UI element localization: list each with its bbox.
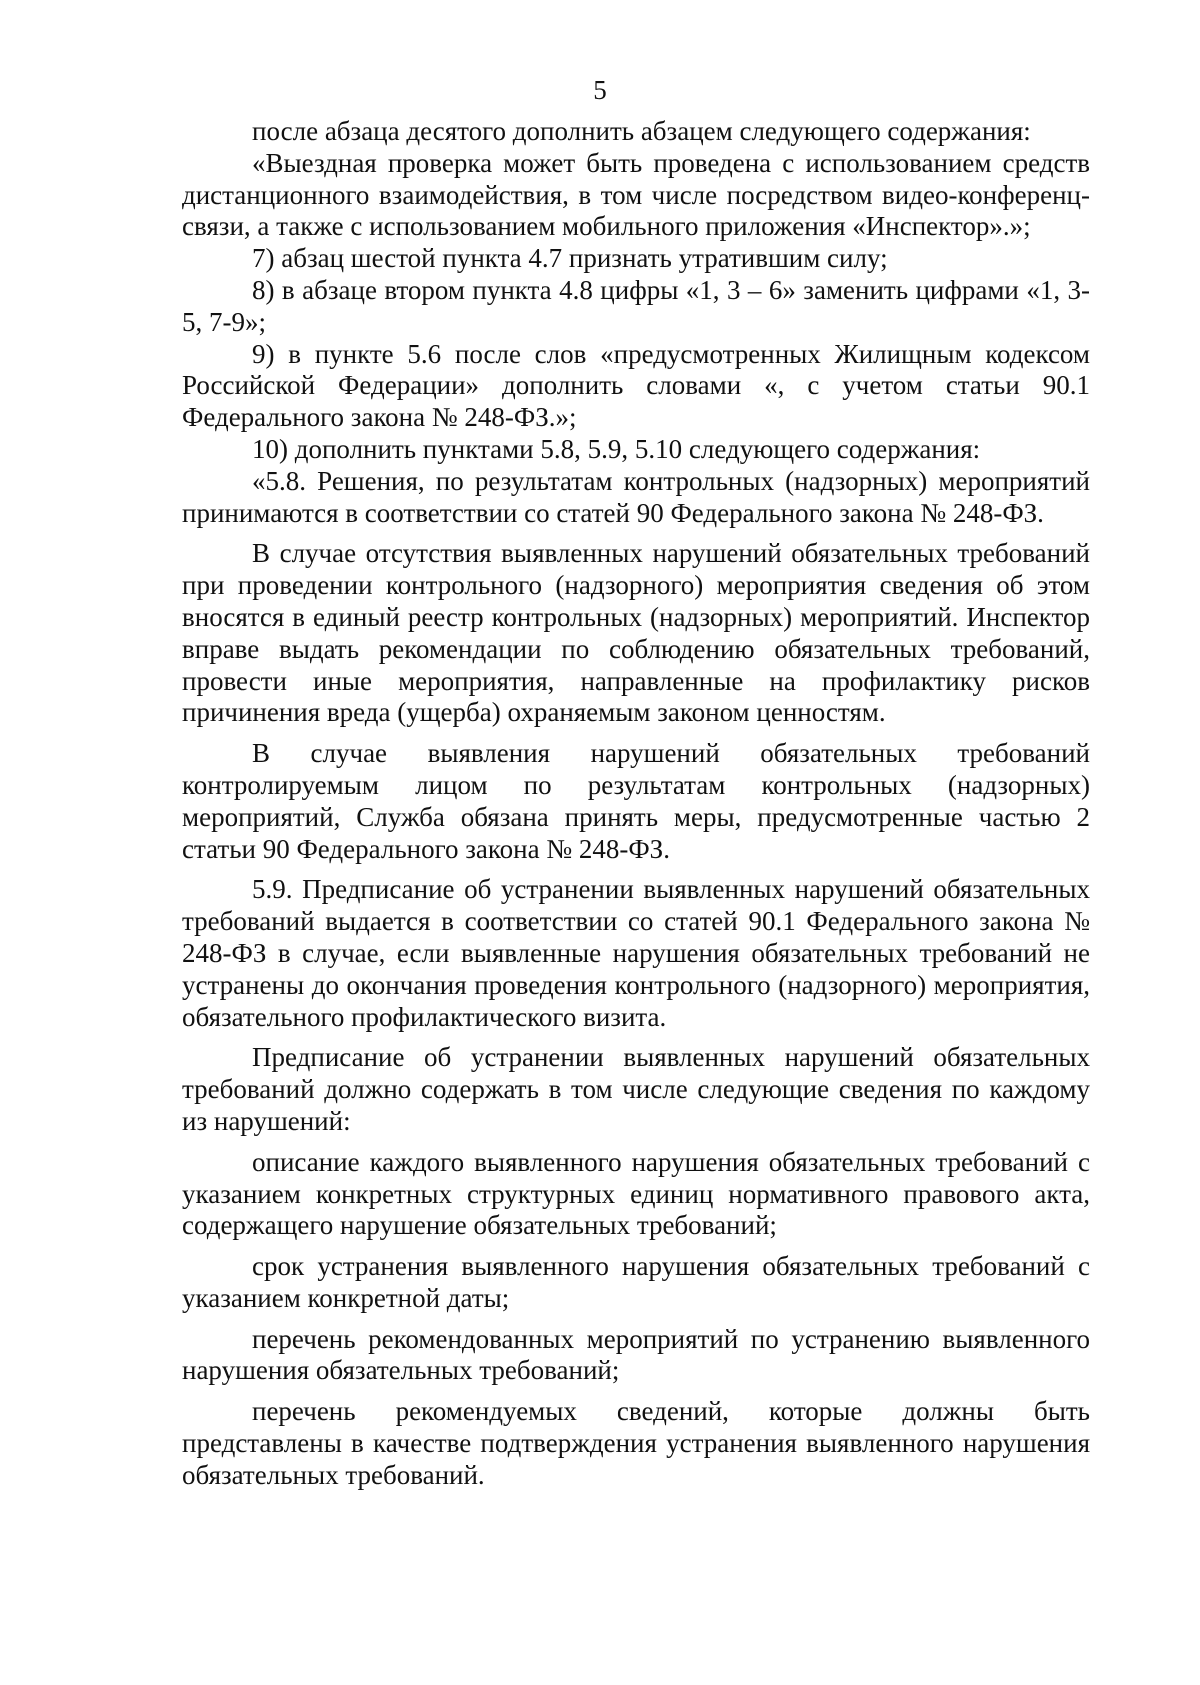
paragraph: 9) в пункте 5.6 после слов «предусмотренных Жилищным кодексом Российской Федерации» дополнить словами «, с учетом статьи 90.1 Федерального закона № 248-ФЗ.»; [182, 338, 1090, 433]
paragraph: В случае отсутствия выявленных нарушений обязательных требований при проведении контрольного (надзорного) мероприятия сведения об этом вносятся в единый реестр контрольных (надзорных) мероприятий. Инспектор вправе выдать рекомендации по соблюдению обязательных требований, провести иные мероприятия, направленные на профилактику рисков причинения вреда (ущерба) охраняемым законом ценностям. [182, 538, 1090, 728]
paragraph: «Выездная проверка может быть проведена с использованием средств дистанционного взаимодействия, в том числе посредством видео-конференц-связи, а также с использованием мобильного приложения «Инспектор».»; [182, 147, 1090, 242]
paragraph: перечень рекомендованных мероприятий по устранению выявленного нарушения обязательных требований; [182, 1323, 1090, 1386]
page-number: 5 [593, 75, 607, 105]
paragraph: 5.9. Предписание об устранении выявленных нарушений обязательных требований выдается в соответствии со статей 90.1 Федерального закона № 248-ФЗ в случае, если выявленные нарушения обязательных требований не устранены до окончания проведения контрольного (надзорного) мероприятия, обязательного профилактического визита. [182, 874, 1090, 1032]
document-body [182, 116, 1090, 1492]
paragraph: 10) дополнить пунктами 5.8, 5.9, 5.10 следующего содержания: [252, 433, 981, 464]
paragraph: после абзаца десятого дополнить абзацем следующего содержания: [252, 116, 1031, 146]
paragraph: 8) в абзаце втором пункта 4.8 цифры «1, 3 – 6» заменить цифрами «1, 3-5, 7-9»; [182, 274, 1090, 337]
paragraph: срок устранения выявленного нарушения обязательных требований с указанием конкретной даты; [182, 1251, 1090, 1313]
paragraph: описание каждого выявленного нарушения обязательных требований с указанием конкретных структурных единиц нормативного правового акта, содержащего нарушение обязательных требований; [182, 1146, 1090, 1241]
paragraph: Предписание об устранении выявленных нарушений обязательных требований должно содержать в том числе следующие сведения по каждому из нарушений: [182, 1042, 1090, 1136]
paragraph: перечень рекомендуемых сведений, которые должны быть представлены в качестве подтверждения устранения выявленного нарушения обязательных требований. [182, 1396, 1090, 1490]
paragraph: «5.8. Решения, по результатам контрольных (надзорных) мероприятий принимаются в соответствии со статей 90 Федерального закона № 248-ФЗ. [182, 465, 1090, 528]
paragraph: 7) абзац шестой пункта 4.7 признать утратившим силу; [252, 243, 888, 274]
paragraph: В случае выявления нарушений обязательных требований контролируемым лицом по результатам контрольных (надзорных) мероприятий, Служба обязана принять меры, предусмотренные частью 2 статьи 90 Федерального закона № 248-ФЗ. [182, 738, 1090, 864]
